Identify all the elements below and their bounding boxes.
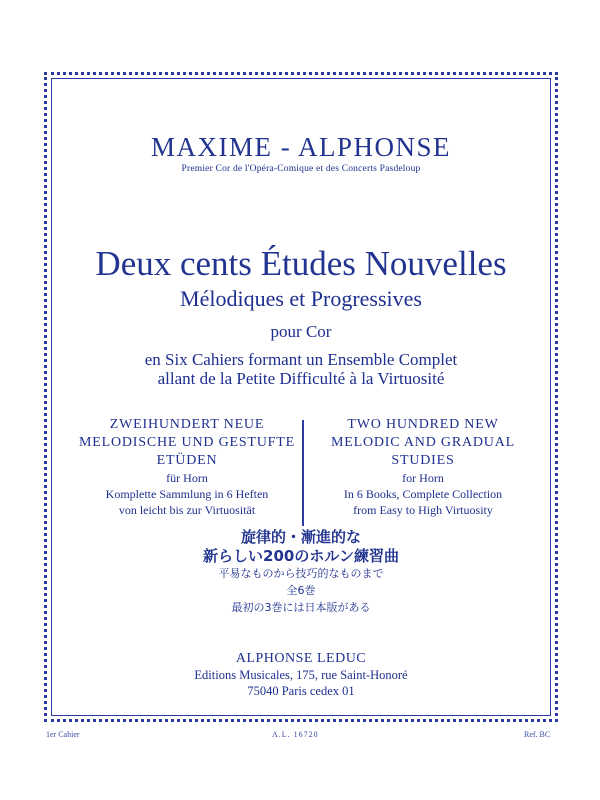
footer-reference: Ref. BC: [524, 730, 551, 739]
title-main: Deux cents Études Nouvelles: [95, 244, 507, 283]
composer-name: MAXIME - ALPHONSE: [150, 132, 451, 162]
english-title-block: [308, 416, 538, 518]
german-line-2: MELODISCHE UND GESTUFTE: [79, 435, 295, 450]
title-instrument: pour Cor: [270, 322, 332, 341]
german-title-block: [72, 416, 302, 518]
title-description-line1: en Six Cahiers formant un Ensemble Complet: [144, 350, 458, 369]
footer-catalog-number: A.L. 16720: [272, 730, 319, 739]
publisher-address-line1: Editions Musicales, 175, rue Saint-Honoré: [194, 668, 408, 682]
footer-volume: 1er Cahier: [46, 730, 80, 739]
japanese-title-line-2: 新らしい200のホルン練習曲: [203, 547, 399, 565]
german-line-5: Komplette Sammlung in 6 Heften: [105, 487, 269, 501]
japanese-line-3: 平易なものから技巧的なものまで: [218, 567, 384, 580]
english-line-5: In 6 Books, Complete Collection: [343, 487, 503, 501]
german-line-6: von leicht bis zur Virtuosität: [118, 503, 256, 517]
japanese-line-5: 最初の3巻には日本版がある: [231, 601, 371, 614]
german-line-1: ZWEIHUNDERT NEUE: [109, 417, 265, 432]
column-divider: [302, 420, 304, 526]
publisher-name: ALPHONSE LEDUC: [235, 651, 367, 666]
composer-subtitle: Premier Cor de l'Opéra-Comique et des Concerts Pasdeloup: [181, 164, 421, 174]
japanese-title-line-1: 旋律的・漸進的な: [240, 528, 361, 546]
title-description-line2: allant de la Petite Difficulté à la Virtuosité: [157, 369, 445, 388]
english-line-1: TWO HUNDRED NEW: [347, 417, 499, 432]
english-line-2: MELODIC AND GRADUAL: [331, 435, 515, 450]
english-line-6: from Easy to High Virtuosity: [353, 503, 493, 517]
publisher-address-line2: 75040 Paris cedex 01: [247, 684, 355, 698]
japanese-line-4: 全6巻: [286, 584, 316, 597]
title-subtitle: Mélodiques et Progressives: [180, 286, 422, 311]
german-line-4: für Horn: [166, 471, 208, 485]
english-line-4: for Horn: [402, 471, 444, 485]
german-line-3: ETÜDEN: [156, 453, 218, 468]
english-line-3: STUDIES: [391, 453, 455, 468]
